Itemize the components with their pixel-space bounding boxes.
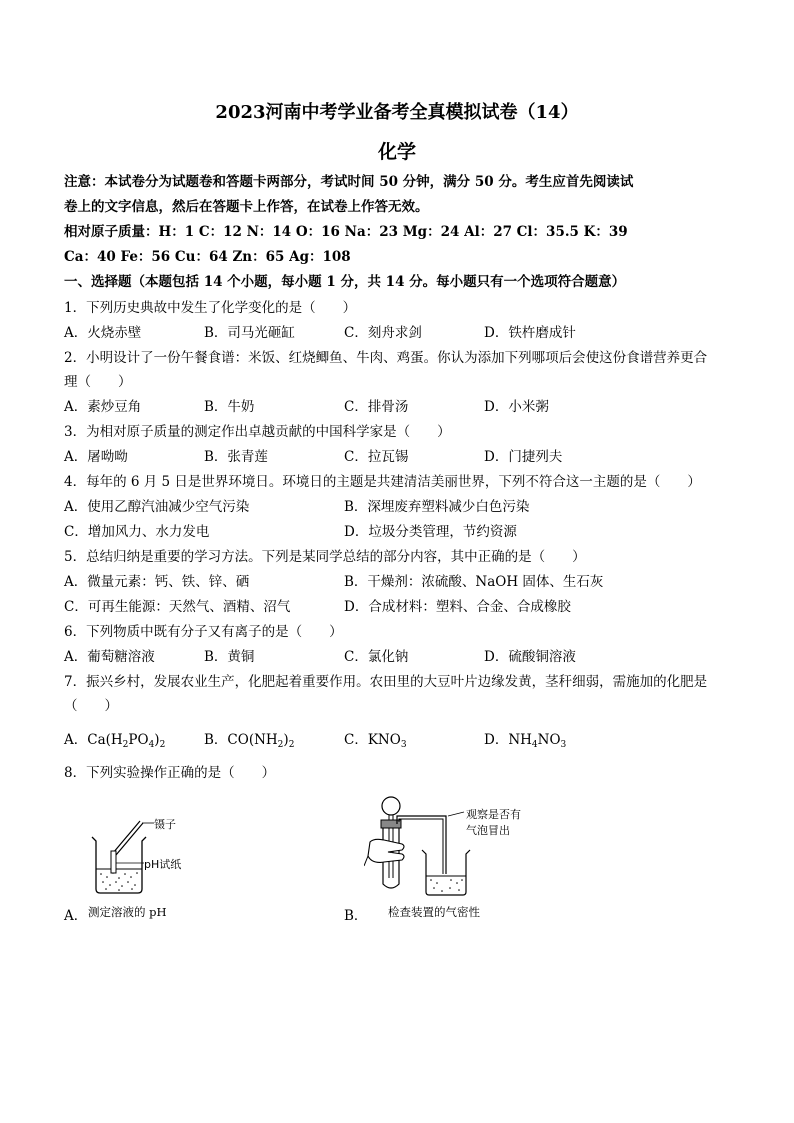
q3-stem: 3．为相对原子质量的测定作出卓越贡献的中国科学家是（ ）	[64, 424, 451, 440]
tweezers-label: 镊子	[154, 818, 176, 831]
q7-option-b-prefix: B．	[204, 732, 228, 748]
q6-option-d: D．硫酸铜溶液	[484, 649, 576, 665]
q4-option-c: C．增加风力、水力发电	[64, 524, 210, 540]
q4-option-d: D．垃圾分类管理，节约资源	[344, 524, 517, 540]
section-heading: 一、选择题（本题包括 14 个小题，每小题 1 分，共 14 分。每小题只有一个选项符合题意）	[64, 274, 626, 290]
q7-option-c-prefix: C．	[344, 732, 368, 748]
q7-option-b	[204, 730, 294, 750]
q8-option-b-prefix: B．	[344, 908, 368, 924]
q7-option-d-prefix: D．	[484, 732, 509, 748]
q3-option-a: A．屠呦呦	[64, 449, 128, 465]
q7-formula-c: $KNO_3$	[367, 732, 407, 750]
q2-stem-line-2: 理（ ）	[64, 374, 132, 390]
q5-option-d: D．合成材料：塑料、合金、合成橡胶	[344, 599, 571, 615]
notice-line-1: 注意：本试卷分为试题卷和答题卡两部分，考试时间 50 分钟，满分 50 分。考生应首先阅读试	[64, 174, 634, 190]
bubble-label-line-2: 气泡冒出	[466, 824, 510, 837]
q8-option-a-prefix: A．	[64, 908, 88, 924]
q7-option-a	[64, 730, 165, 750]
q1-option-c: C．刻舟求剑	[344, 325, 422, 341]
q7-formula-d: $NH_4NO_3$	[508, 732, 567, 750]
notice-line-2: 卷上的文字信息，然后在答题卡上作答，在试卷上作答无效。	[64, 199, 429, 215]
q2-stem-line-1: 2．小明设计了一份午餐食谱：米饭、红烧鲫鱼、牛肉、鸡蛋。你认为添加下列哪项后会使这份食谱营养更合	[64, 350, 708, 366]
bubble-label-line-1: 观察是否有	[466, 808, 521, 821]
q7-formula-a: $Ca(H_2PO_4)_2$	[87, 732, 166, 750]
q6-option-c: C．氯化钠	[344, 649, 409, 665]
q3-option-b: B．张青莲	[204, 449, 268, 465]
q6-stem: 6．下列物质中既有分子又有离子的是（ ）	[64, 624, 343, 640]
q2-option-d: D．小米粥	[484, 399, 549, 415]
q6-option-b: B．黄铜	[204, 649, 255, 665]
q1-option-a: A．火烧赤壁	[64, 325, 142, 341]
q2-option-c: C．排骨汤	[344, 399, 409, 415]
q3-option-c: C．拉瓦锡	[344, 449, 409, 465]
q4-option-a: A．使用乙醇汽油减少空气污染	[64, 499, 250, 515]
q7-stem-line-1: 7．振兴乡村，发展农业生产，化肥起着重要作用。农田里的大豆叶片边缘发黄，茎秆细弱，需施加的化肥是	[64, 674, 708, 690]
exam-title: 2023河南中考学业备考全真模拟试卷（14）	[215, 102, 579, 123]
q7-stem-line-2: （ ）	[64, 698, 118, 714]
ph-paper-label: pH试纸	[144, 858, 182, 871]
q7-formula-b: $CO(NH_2)_2$	[227, 732, 295, 750]
q4-option-b: B．深埋废弃塑料减少白色污染	[344, 499, 530, 515]
q3-option-d: D．门捷列夫	[484, 449, 563, 465]
q7-option-c	[344, 730, 407, 750]
q8-option-a-caption: 测定溶液的 pH	[88, 905, 167, 919]
q4-stem: 4．每年的 6 月 5 日是世界环境日。环境日的主题是共建清洁美丽世界，下列不符合这一主题的是（ ）	[64, 474, 701, 490]
q2-option-a: A．素炒豆角	[64, 399, 142, 415]
q1-stem: 1．下列历史典故中发生了化学变化的是（ ）	[64, 300, 357, 316]
atomic-mass-line-1: 相对原子质量：H：1 C：12 N：14 O：16 Na：23 Mg：24 Al：27 Cl：35.5 K：39	[64, 224, 628, 240]
q5-stem: 5．总结归纳是重要的学习方法。下列是某同学总结的部分内容，其中正确的是（ ）	[64, 549, 586, 565]
q5-option-b: B．干燥剂：浓硫酸、NaOH 固体、生石灰	[344, 574, 604, 590]
atomic-mass-line-2: Ca：40 Fe：56 Cu：64 Zn：65 Ag：108	[64, 249, 351, 265]
q5-option-a: A．微量元素：钙、铁、锌、硒	[64, 574, 250, 590]
q8-stem: 8．下列实验操作正确的是（ ）	[64, 765, 276, 781]
q1-option-d: D．铁杵磨成针	[484, 325, 576, 341]
subject-title: 化学	[377, 141, 416, 163]
q5-option-c: C．可再生能源：天然气、酒精、沼气	[64, 599, 291, 615]
q1-option-b: B．司马光砸缸	[204, 325, 295, 341]
q8-option-b-caption: 检查装置的气密性	[388, 905, 480, 919]
q2-option-b: B．牛奶	[204, 399, 255, 415]
q7-option-a-prefix: A．	[64, 732, 88, 748]
q6-option-a: A．葡萄糖溶液	[64, 649, 155, 665]
q7-option-d	[484, 730, 566, 750]
